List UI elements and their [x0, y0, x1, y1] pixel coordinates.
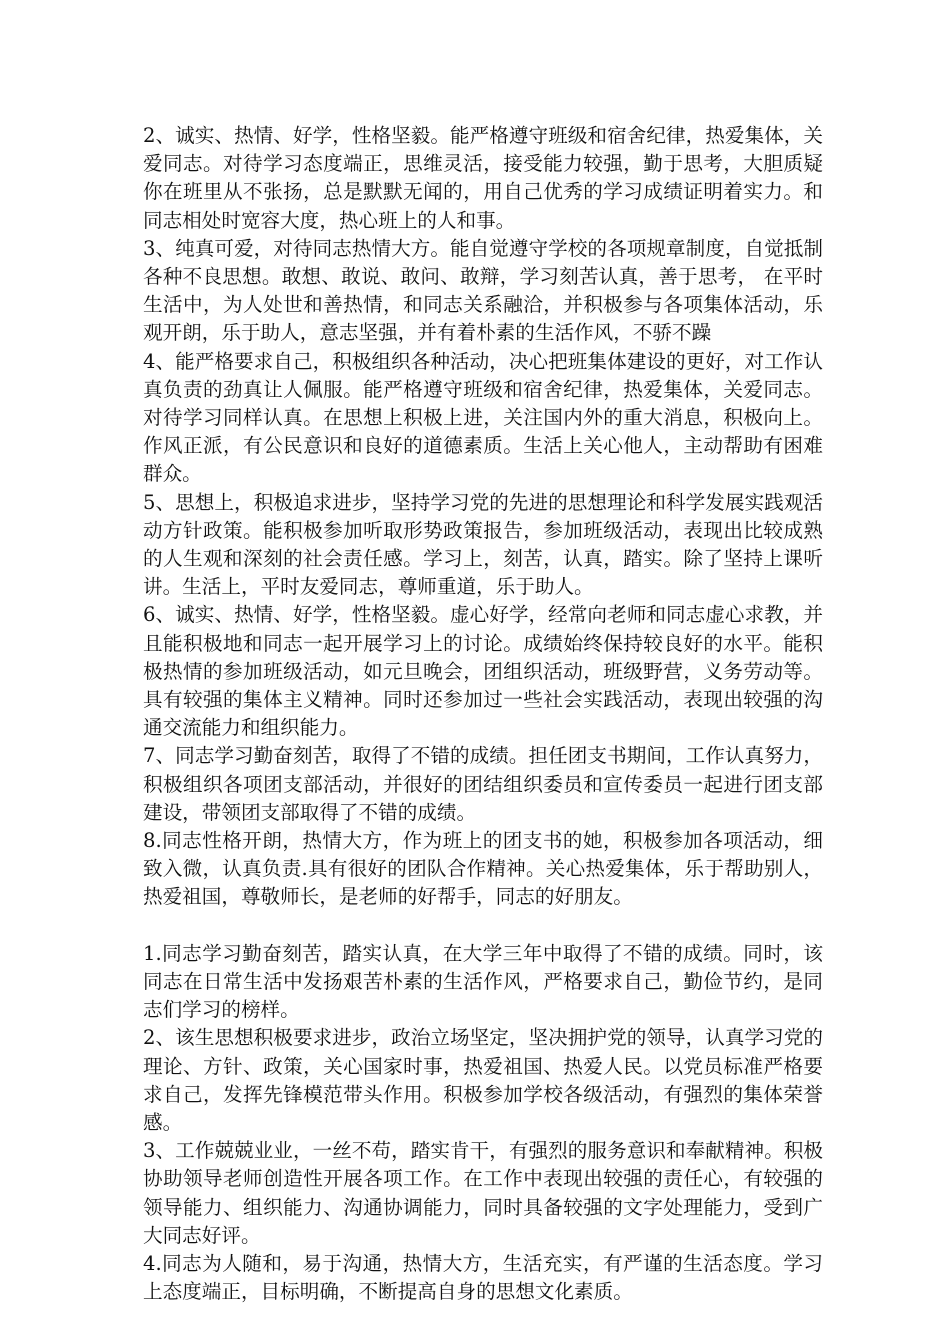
evaluation-paragraph: 4、能严格要求自己，积极组织各种活动，决心把班集体建设的更好，对工作认真负责的劲真让人佩服。能严格遵守班级和宿舍纪律，热爱集体，关爱同志。对待学习同样认真。在思想上积极上进，关注国内外的重大消息，积极向上。作风正派，有公民意识和良好的道德素质。生活上关心他人，主动帮助有困难群众。 [143, 349, 823, 486]
evaluation-paragraph: 7、同志学习勤奋刻苦，取得了不错的成绩。担任团支书期间，工作认真努力，积极组织各项团支部活动，并很好的团结组织委员和宣传委员一起进行团支部建设，带领团支部取得了不错的成绩。 [143, 744, 823, 824]
evaluation-paragraph: 5、思想上，积极追求进步，坚持学习党的先进的思想理论和科学发展实践观活动方针政策。能积极参加听取形势政策报告，参加班级活动，表现出比较成熟的人生观和深刻的社会责任感。学习上，刻苦，认真，踏实。除了坚持上课听讲。生活上，平时友爱同志，尊师重道，乐于助人。 [143, 490, 823, 599]
section-spacer [143, 912, 823, 940]
evaluation-paragraph: 2、该生思想积极要求进步，政治立场坚定，坚决拥护党的领导，认真学习党的理论、方针、政策，关心国家时事，热爱祖国、热爱人民。以党员标准严格要求自己，发挥先锋模范带头作用。积极参加学校各级活动，有强烈的集体荣誉感。 [143, 1026, 823, 1134]
evaluation-paragraph: 6、诚实、热情、好学，性格坚毅。虚心好学，经常向老师和同志虚心求教，并且能积极地和同志一起开展学习上的讨论。成绩始终保持较良好的水平。能积极热情的参加班级活动，如元旦晚会，团组织活动，班级野营，义务劳动等。具有较强的集体主义精神。同时还参加过一些社会实践活动，表现出较强的沟通交流能力和组织能力。 [143, 603, 823, 740]
evaluation-paragraph: 3、工作兢兢业业，一丝不苟，踏实肯干，有强烈的服务意识和奉献精神。积极协助领导老师创造性开展各项工作。在工作中表现出较强的责任心，有较强的领导能力、组织能力、沟通协调能力，同时具备较强的文字处理能力，受到广大同志好评。 [143, 1139, 823, 1247]
evaluation-paragraph: 1.同志学习勤奋刻苦，踏实认真，在大学三年中取得了不错的成绩。同时，该同志在日常生活中发扬艰苦朴素的生活作风，严格要求自己，勤俭节约，是同志们学习的榜样。 [143, 941, 823, 1022]
evaluation-paragraph: 8.同志性格开朗，热情大方，作为班上的团支书的她，积极参加各项活动，细致入微，认真负责.具有很好的团队合作精神。关心热爱集体，乐于帮助别人，热爱祖国，尊敬师长，是老师的好帮手，同志的好朋友。 [143, 829, 823, 909]
evaluation-paragraph: 4.同志为人随和，易于沟通，热情大方，生活充实，有严谨的生活态度。学习上态度端正，目标明确，不断提高自身的思想文化素质。 [143, 1251, 823, 1304]
evaluation-paragraph: 3、纯真可爱，对待同志热情大方。能自觉遵守学校的各项规章制度，自觉抵制各种不良思想。敢想、敢说、敢问、敢辩，学习刻苦认真，善于思考， 在平时生活中，为人处世和善热情，和同志关系融洽，并积极参与各项集体活动，乐观开朗，乐于助人，意志坚强，并有着朴素的生活作风，不骄不躁 [143, 236, 823, 345]
document-page [143, 122, 823, 1306]
evaluation-paragraph: 2、诚实、热情、好学，性格坚毅。能严格遵守班级和宿舍纪律，热爱集体，关爱同志。对待学习态度端正，思维灵活，接受能力较强，勤于思考，大胆质疑你在班里从不张扬，总是默默无闻的，用自己优秀的学习成绩证明着实力。和同志相处时宽容大度，热心班上的人和事。 [143, 124, 823, 232]
